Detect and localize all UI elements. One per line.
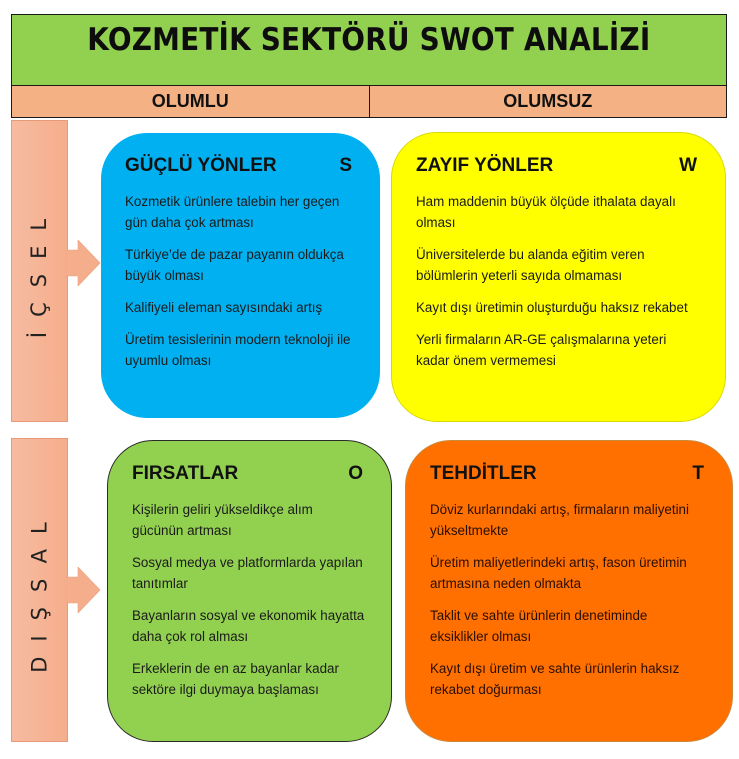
quadrant-threats xyxy=(405,440,733,742)
quadrant-weaknesses xyxy=(391,132,726,422)
list-item: Kalifiyeli eleman sayısındaki artış xyxy=(125,300,323,315)
row-label-external-text: DIŞSAL xyxy=(27,507,52,673)
quadrant-list xyxy=(125,191,356,371)
list-item: Kozmetik ürünlere talebin her geçen gün daha çok artması xyxy=(125,194,340,230)
row-label-internal-text: İÇSEL xyxy=(27,203,52,339)
quadrant-opportunities xyxy=(107,440,392,742)
list-item: Taklit ve sahte ürünlerin denetiminde eksiklikler olması xyxy=(430,608,648,644)
list-item: Bayanların sosyal ve ekonomik hayatta daha çok rol alması xyxy=(132,608,365,644)
column-header-positive: OLUMLU xyxy=(151,91,229,111)
quadrant-title: GÜÇLÜ YÖNLER xyxy=(125,155,277,176)
arrow-right-icon xyxy=(66,240,102,286)
quadrant-title: FIRSATLAR xyxy=(132,463,239,484)
quadrant-letter: S xyxy=(339,155,352,176)
quadrant-list xyxy=(416,191,701,371)
list-item: Erkeklerin de en az bayanlar kadar sektöre ilgi duymaya başlaması xyxy=(132,661,339,697)
quadrant-header xyxy=(430,463,708,485)
column-header-negative: OLUMSUZ xyxy=(369,86,727,117)
quadrant-title: ZAYIF YÖNLER xyxy=(416,155,554,176)
list-item: Kişilerin geliri yükseldikçe alım gücünün artması xyxy=(132,502,313,538)
list-item: Yerli firmaların AR-GE çalışmalarına yeteri kadar önem vermemesi xyxy=(416,332,667,368)
list-item: Sosyal medya ve platformlarda yapılan tanıtımlar xyxy=(132,555,363,591)
diagram-title-bar xyxy=(11,14,727,86)
quadrant-header xyxy=(125,155,356,177)
quadrant-header xyxy=(416,155,701,177)
quadrant-letter: T xyxy=(692,463,704,484)
list-item: Üniversitelerde bu alanda eğitim veren bölümlerin yeterli sayıda olmaması xyxy=(416,247,645,283)
quadrant-strengths xyxy=(101,133,380,418)
quadrant-title: TEHDİTLER xyxy=(430,463,537,484)
list-item: Üretim maliyetlerindeki artış, fason üretimin artmasına neden olmakta xyxy=(430,555,687,591)
diagram-title: KOZMETİK SEKTÖRÜ SWOT ANALİZİ xyxy=(87,22,651,58)
list-item: Kayıt dışı üretimin oluşturduğu haksız rekabet xyxy=(416,300,688,315)
quadrant-letter: W xyxy=(679,155,697,176)
list-item: Kayıt dışı üretim ve sahte ürünlerin haksız rekabet doğurması xyxy=(430,661,680,697)
column-header-row xyxy=(11,86,727,118)
arrow-right-icon xyxy=(66,567,102,613)
list-item: Üretim tesislerinin modern teknoloji ile uyumlu olması xyxy=(125,332,351,368)
quadrant-list xyxy=(132,499,367,700)
row-label-internal xyxy=(11,120,68,422)
row-label-external xyxy=(11,438,68,742)
list-item: Ham maddenin büyük ölçüde ithalata dayalı olması xyxy=(416,194,676,230)
quadrant-header xyxy=(132,463,367,485)
quadrant-list xyxy=(430,499,708,700)
list-item: Döviz kurlarındaki artış, firmaların maliyetini yükseltmekte xyxy=(430,502,689,538)
list-item: Türkiye’de de pazar payanın oldukça büyük olması xyxy=(125,247,344,283)
quadrant-letter: O xyxy=(348,463,363,484)
